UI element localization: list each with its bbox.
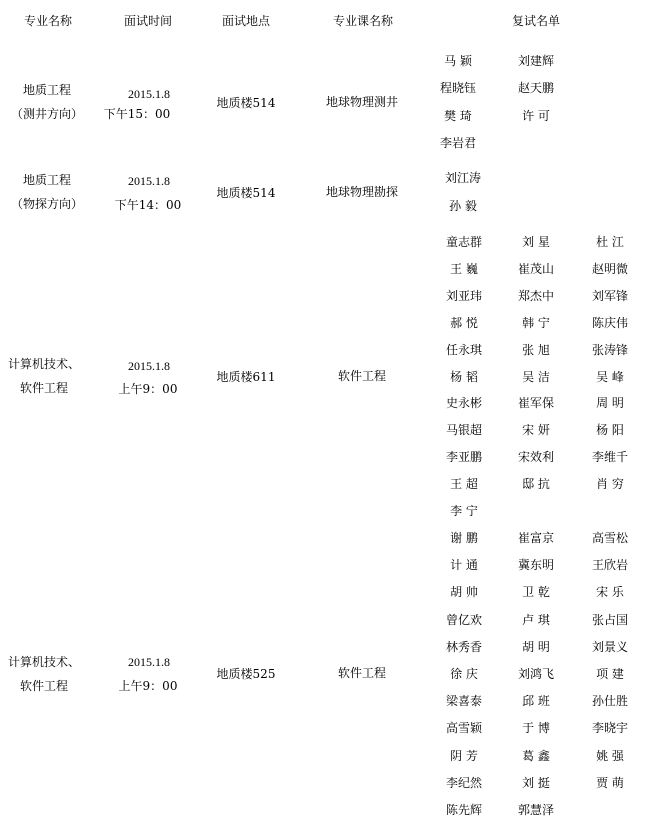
candidate-name: 赵明微	[591, 262, 629, 276]
candidate-name: 史永彬	[445, 396, 483, 410]
major-line1: 地质工程	[22, 173, 72, 187]
candidate-name: 冀东明	[517, 558, 555, 572]
candidate-name: 郭慧泽	[517, 803, 555, 817]
candidate-name: 吴 峰	[596, 370, 624, 384]
candidate-name: 刘 星	[522, 235, 550, 249]
candidate-name: 张涛锋	[591, 343, 629, 357]
candidate-name: 陈先辉	[445, 803, 483, 817]
candidate-name: 童志群	[445, 235, 483, 249]
candidate-name: 胡 帅	[450, 585, 478, 599]
candidate-name: 卫 乾	[522, 585, 550, 599]
candidate-name: 阴 芳	[450, 749, 478, 763]
candidate-name: 刘江涛	[444, 171, 482, 185]
candidate-name: 高雪颖	[445, 721, 483, 735]
candidate-name: 杜 江	[596, 235, 624, 249]
interview-time: 下午14：00	[114, 198, 182, 212]
interview-location: 地质楼611	[216, 370, 276, 384]
candidate-name: 李岩君	[439, 136, 477, 150]
candidate-name: 吴 洁	[522, 370, 550, 384]
candidate-name: 肖 穷	[596, 477, 624, 491]
candidate-name: 刘 挺	[522, 776, 550, 790]
header-list: 复试名单	[511, 14, 561, 28]
course-name: 地球物理勘探	[325, 185, 399, 199]
candidate-name: 崔茂山	[517, 262, 555, 276]
candidate-name: 姚 强	[596, 749, 624, 763]
header-course: 专业课名称	[332, 14, 394, 28]
candidate-name: 马银超	[445, 423, 483, 437]
candidate-name: 宋效利	[517, 450, 555, 464]
major-line1: 地质工程	[22, 83, 72, 97]
candidate-name: 谢 鹏	[450, 531, 478, 545]
candidate-name: 于 博	[522, 721, 550, 735]
candidate-name: 崔富京	[517, 531, 555, 545]
candidate-name: 陈庆伟	[591, 316, 629, 330]
candidate-name: 梁喜泰	[445, 694, 483, 708]
major-line1: 计算机技术、	[7, 357, 81, 371]
candidate-name: 葛 鑫	[522, 749, 550, 763]
interview-date: 2015.1.8	[128, 174, 170, 188]
candidate-name: 李亚鹏	[445, 450, 483, 464]
candidate-name: 王 巍	[450, 262, 478, 276]
course-name: 软件工程	[337, 369, 387, 383]
candidate-name: 任永琪	[445, 343, 483, 357]
interview-time: 上午9：00	[118, 679, 178, 693]
candidate-name: 许 可	[522, 109, 550, 123]
candidate-name: 刘景义	[591, 640, 629, 654]
header-major: 专业名称	[23, 14, 73, 28]
candidate-name: 徐 庆	[450, 667, 478, 681]
candidate-name: 程晓钰	[439, 81, 477, 95]
candidate-name: 郝 悦	[450, 316, 478, 330]
candidate-name: 孙 毅	[449, 199, 477, 213]
course-name: 地球物理测井	[325, 95, 399, 109]
major-line1: 计算机技术、	[7, 655, 81, 669]
candidate-name: 李 宁	[450, 504, 478, 518]
candidate-name: 贾 萌	[596, 776, 624, 790]
major-line2: 软件工程	[19, 381, 69, 395]
candidate-name: 赵天鹏	[517, 81, 555, 95]
candidate-name: 计 通	[450, 558, 478, 572]
candidate-name: 郑杰中	[517, 289, 555, 303]
candidate-name: 邱 班	[522, 694, 550, 708]
candidate-name: 刘鸿飞	[517, 667, 555, 681]
interview-date: 2015.1.8	[128, 359, 170, 373]
candidate-name: 邸 抗	[522, 477, 550, 491]
interview-date: 2015.1.8	[128, 87, 170, 101]
candidate-name: 杨 韬	[450, 370, 478, 384]
candidate-name: 刘军锋	[591, 289, 629, 303]
candidate-name: 马 颖	[444, 54, 472, 68]
interview-location: 地质楼514	[216, 96, 276, 110]
candidate-name: 宋 妍	[522, 423, 550, 437]
major-line2: 软件工程	[19, 679, 69, 693]
candidate-name: 卢 琪	[522, 613, 550, 627]
candidate-name: 崔军保	[517, 396, 555, 410]
candidate-name: 王欣岩	[591, 558, 629, 572]
candidate-name: 周 明	[596, 396, 624, 410]
candidate-name: 杨 阳	[596, 423, 624, 437]
candidate-name: 张占国	[591, 613, 629, 627]
header-location: 面试地点	[221, 14, 271, 28]
candidate-name: 林秀香	[445, 640, 483, 654]
candidate-name: 张 旭	[522, 343, 550, 357]
candidate-name: 宋 乐	[596, 585, 624, 599]
candidate-name: 孙仕胜	[591, 694, 629, 708]
interview-location: 地质楼514	[216, 186, 276, 200]
candidate-name: 李纪然	[445, 776, 483, 790]
candidate-name: 高雪松	[591, 531, 629, 545]
candidate-name: 刘建辉	[517, 54, 555, 68]
candidate-name: 曾亿欢	[445, 613, 483, 627]
interview-location: 地质楼525	[216, 667, 276, 681]
candidate-name: 樊 琦	[444, 109, 472, 123]
course-name: 软件工程	[337, 666, 387, 680]
candidate-name: 胡 明	[522, 640, 550, 654]
major-line2: （测井方向）	[10, 107, 84, 121]
interview-time: 下午15：00	[103, 107, 171, 121]
candidate-name: 刘亚玮	[445, 289, 483, 303]
candidate-name: 王 超	[450, 477, 478, 491]
interview-time: 上午9：00	[118, 382, 178, 396]
candidate-name: 李维千	[591, 450, 629, 464]
candidate-name: 项 建	[596, 667, 624, 681]
candidate-name: 韩 宁	[522, 316, 550, 330]
interview-date: 2015.1.8	[128, 655, 170, 669]
candidate-name: 李晓宇	[591, 721, 629, 735]
major-line2: （物探方向）	[10, 197, 84, 211]
header-time: 面试时间	[123, 14, 173, 28]
